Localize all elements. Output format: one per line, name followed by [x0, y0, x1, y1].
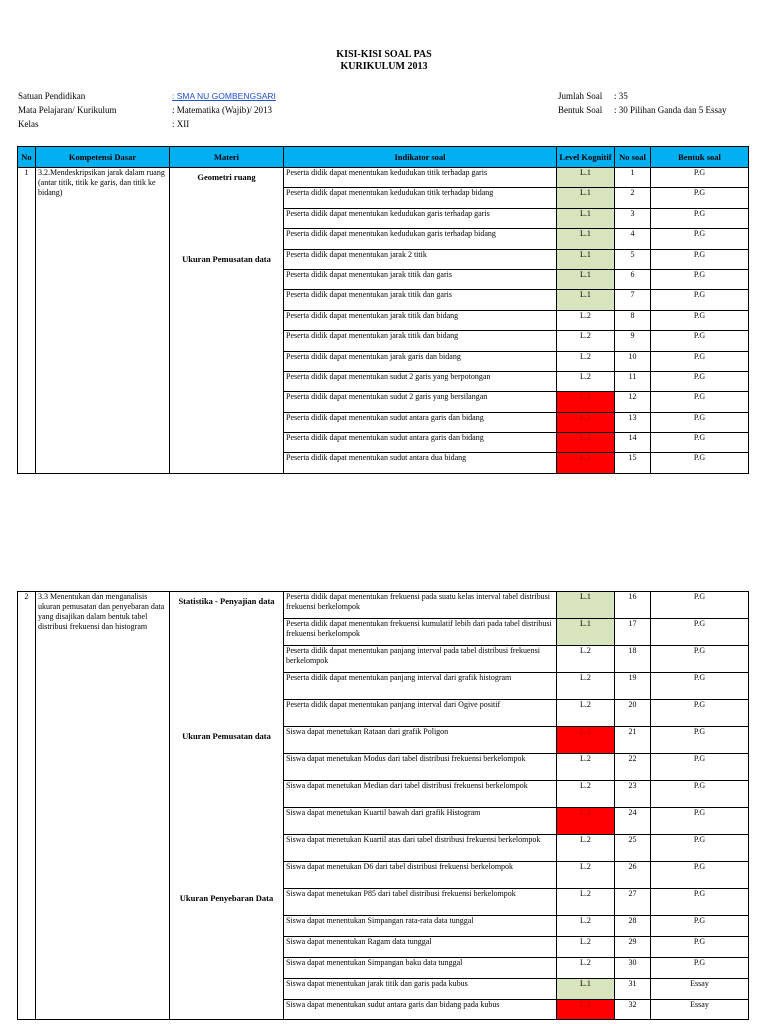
indikator-cell: Peserta didik dapat menentukan jarak titik dan garis [284, 290, 557, 310]
indikator-cell: Peserta didik dapat menentukan panjang interval pada tabel distribusi frekuensi berkelompok [284, 646, 557, 673]
mapel-label: Mata Pelajaran/ Kurikulum [18, 105, 117, 115]
indikator-cell: Siswa dapat menetukan Median dari tabel distribusi frekuensi berkelompok [284, 781, 557, 808]
materi-cell [170, 592, 284, 1020]
no-soal-cell: 24 [615, 808, 651, 835]
level-cell: L.1 [557, 619, 615, 646]
level-cell: L.2 [557, 835, 615, 862]
level-cell: L.2 [557, 958, 615, 979]
level-cell: L.2 [557, 862, 615, 889]
no-soal-cell: 30 [615, 958, 651, 979]
indikator-cell: Siswa dapat menetukan Kuartil atas dari tabel distribusi frekuensi berkelompok [284, 835, 557, 862]
bentuk-cell: P.G [651, 290, 749, 310]
level-cell: L.2 [557, 371, 615, 391]
no-soal-cell: 8 [615, 310, 651, 330]
indikator-cell: Peserta didik dapat menentukan sudut 2 garis yang bersilangan [284, 392, 557, 412]
bentuk-cell: P.G [651, 958, 749, 979]
materi-label: Ukuran Pemusatan data [182, 731, 271, 741]
level-cell: L.3 [557, 1000, 615, 1020]
level-cell: L.1 [557, 290, 615, 310]
col-indikator: Indikator soal [284, 147, 557, 168]
indikator-cell: Peserta didik dapat menentukan sudut antara garis dan bidang [284, 433, 557, 453]
indikator-cell: Peserta didik dapat menentukan jarak titik dan garis [284, 269, 557, 289]
indikator-cell: Peserta didik dapat menentukan kedudukan titik terhadap garis [284, 168, 557, 188]
materi-label: Statistika - Penyajian data [178, 596, 275, 606]
level-cell: L.1 [557, 168, 615, 188]
document-title: KISI-KISI SOAL PAS [336, 49, 432, 60]
info-mapel [18, 105, 272, 115]
info-satuan [18, 91, 276, 101]
no-soal-cell: 5 [615, 249, 651, 269]
no-soal-cell: 31 [615, 979, 651, 1000]
bentuk-cell: P.G [651, 392, 749, 412]
bentuk-cell: Essay [651, 979, 749, 1000]
level-cell: L.1 [557, 592, 615, 619]
indikator-cell: Siswa dapat menetukan Rataan dari grafik Poligon [284, 727, 557, 754]
info-kelas [18, 119, 189, 129]
no-soal-cell: 28 [615, 916, 651, 937]
mapel-value: : Matematika (Wajib)/ 2013 [172, 105, 272, 115]
level-cell: L.3 [557, 412, 615, 432]
no-soal-cell: 21 [615, 727, 651, 754]
kompetensi-dasar: 3.3 Menentukan dan menganalisis ukuran pemusatan dan penyebaran data yang disajikan dalam bentuk tabel distribusi frekuensi dan histogram [36, 592, 170, 1020]
level-cell: L.2 [557, 700, 615, 727]
no-soal-cell: 13 [615, 412, 651, 432]
no-soal-cell: 11 [615, 371, 651, 391]
no-soal-cell: 32 [615, 1000, 651, 1020]
kompetensi-dasar: 3.2.Mendeskripsikan jarak dalam ruang (antar titik, titik ke garis, dan titik ke bidang) [36, 168, 170, 474]
bentuk-cell: P.G [651, 188, 749, 208]
no-soal-cell: 27 [615, 889, 651, 916]
bentuk-cell: P.G [651, 754, 749, 781]
no-soal-cell: 12 [615, 392, 651, 412]
info-bentuk [558, 105, 726, 115]
no-soal-cell: 20 [615, 700, 651, 727]
document-subtitle: KURIKULUM 2013 [340, 61, 428, 72]
bentuk-cell: P.G [651, 781, 749, 808]
level-cell: L.3 [557, 392, 615, 412]
bentuk-cell: P.G [651, 835, 749, 862]
bentuk-cell: Essay [651, 1000, 749, 1020]
jumlah-label: Jumlah Soal [558, 91, 603, 101]
no-soal-cell: 17 [615, 619, 651, 646]
bentuk-cell: P.G [651, 371, 749, 391]
indikator-cell: Siswa dapat menentukan sudut antara garis dan bidang pada kubus [284, 1000, 557, 1020]
bentuk-cell: P.G [651, 351, 749, 371]
col-no-soal: No soal [615, 147, 651, 168]
col-bentuk: Bentuk soal [651, 147, 749, 168]
level-cell: L.2 [557, 889, 615, 916]
no-soal-cell: 15 [615, 453, 651, 473]
indikator-cell: Peserta didik dapat menentukan kedudukan garis terhadap bidang [284, 229, 557, 249]
indikator-cell: Peserta didik dapat menentukan jarak garis dan bidang [284, 351, 557, 371]
level-cell: L.1 [557, 188, 615, 208]
bentuk-cell: P.G [651, 331, 749, 351]
level-cell: L.2 [557, 937, 615, 958]
bentuk-cell: P.G [651, 453, 749, 473]
no-soal-cell: 19 [615, 673, 651, 700]
materi-label: Ukuran Pemusatan data [182, 253, 271, 264]
indikator-cell: Peserta didik dapat menentukan panjang interval dari grafik histogram [284, 673, 557, 700]
level-cell: L.1 [557, 229, 615, 249]
table-header-row [18, 147, 749, 168]
level-cell: L.2 [557, 310, 615, 330]
indikator-cell: Siswa dapat menetukan D6 dari tabel distribusi frekuensi berkelompok [284, 862, 557, 889]
level-cell: L.3 [557, 727, 615, 754]
no-soal-cell: 10 [615, 351, 651, 371]
satuan-label: Satuan Pendidikan [18, 91, 86, 101]
indikator-cell: Peserta didik dapat menentukan frekuensi pada suatu kelas interval tabel distribusi frekuensi berkelompok [284, 592, 557, 619]
kisi-table-2 [17, 591, 749, 1020]
kelas-label: Kelas [18, 119, 39, 129]
bentuk-cell: P.G [651, 862, 749, 889]
indikator-cell: Siswa dapat menentukan jarak titik dan garis pada kubus [284, 979, 557, 1000]
materi-cell [170, 168, 284, 474]
kelas-value: : XII [172, 119, 190, 129]
bentuk-cell: P.G [651, 727, 749, 754]
bentuk-cell: P.G [651, 433, 749, 453]
indikator-cell: Siswa dapat menetukan Kuartil bawah dari grafik Histogram [284, 808, 557, 835]
bentuk-cell: P.G [651, 937, 749, 958]
bentuk-label: Bentuk Soal [558, 105, 603, 115]
col-kompetensi: Kompetensi Dasar [36, 147, 170, 168]
level-cell: L.1 [557, 979, 615, 1000]
indikator-cell: Peserta didik dapat menentukan sudut antara dua bidang [284, 453, 557, 473]
materi-label: Ukuran Penyebaran Data [179, 893, 274, 903]
indikator-cell: Peserta didik dapat menentukan sudut antara garis dan bidang [284, 412, 557, 432]
bentuk-cell: P.G [651, 916, 749, 937]
level-cell: L.1 [557, 269, 615, 289]
level-cell: L.1 [557, 208, 615, 228]
indikator-cell: Siswa dapat menentukan Ragam data tunggal [284, 937, 557, 958]
no-soal-cell: 23 [615, 781, 651, 808]
no-soal-cell: 7 [615, 290, 651, 310]
level-cell: L.3 [557, 453, 615, 473]
no-soal-cell: 26 [615, 862, 651, 889]
level-cell: L.2 [557, 916, 615, 937]
no-soal-cell: 3 [615, 208, 651, 228]
bentuk-cell: P.G [651, 310, 749, 330]
no-soal-cell: 29 [615, 937, 651, 958]
level-cell: L.2 [557, 646, 615, 673]
bentuk-cell: P.G [651, 208, 749, 228]
indikator-cell: Peserta didik dapat menentukan kedudukan titik terhadap bidang [284, 188, 557, 208]
school-link[interactable]: : SMA NU GOMBENGSARI [172, 91, 276, 101]
bentuk-cell: P.G [651, 412, 749, 432]
indikator-cell: Peserta didik dapat menentukan jarak 2 titik [284, 249, 557, 269]
table-row [18, 168, 749, 188]
col-materi: Materi [170, 147, 284, 168]
info-jumlah [558, 91, 628, 101]
bentuk-cell: P.G [651, 249, 749, 269]
bentuk-cell: P.G [651, 592, 749, 619]
no-soal-cell: 22 [615, 754, 651, 781]
indikator-cell: Siswa dapat menentukan Simpangan baku data tunggal [284, 958, 557, 979]
bentuk-cell: P.G [651, 700, 749, 727]
bentuk-cell: P.G [651, 269, 749, 289]
no-soal-cell: 14 [615, 433, 651, 453]
level-cell: L.2 [557, 331, 615, 351]
no-soal-cell: 9 [615, 331, 651, 351]
col-level: Level Kognitif [557, 147, 615, 168]
no-soal-cell: 16 [615, 592, 651, 619]
bentuk-cell: P.G [651, 889, 749, 916]
no-soal-cell: 1 [615, 168, 651, 188]
indikator-cell: Siswa dapat menetukan Modus dari tabel distribusi frekuensi berkelompok [284, 754, 557, 781]
bentuk-cell: P.G [651, 673, 749, 700]
indikator-cell: Peserta didik dapat menentukan jarak titik dan bidang [284, 310, 557, 330]
no-soal-cell: 25 [615, 835, 651, 862]
level-cell: L.2 [557, 781, 615, 808]
no-soal-cell: 6 [615, 269, 651, 289]
bentuk-cell: P.G [651, 229, 749, 249]
materi-label: Geometri ruang [197, 172, 256, 182]
bentuk-cell: P.G [651, 168, 749, 188]
level-cell: L.2 [557, 673, 615, 700]
indikator-cell: Siswa dapat menetukan P85 dari tabel distribusi frekuensi berkelompok [284, 889, 557, 916]
indikator-cell: Peserta didik dapat menentukan kedudukan garis terhadap garis [284, 208, 557, 228]
level-cell: L.2 [557, 351, 615, 371]
no-soal-cell: 4 [615, 229, 651, 249]
indikator-cell: Peserta didik dapat menentukan sudut 2 garis yang berpotongan [284, 371, 557, 391]
level-cell: L.1 [557, 249, 615, 269]
level-cell: L.2 [557, 754, 615, 781]
level-cell: L.3 [557, 433, 615, 453]
table-row [18, 592, 749, 619]
indikator-cell: Peserta didik dapat menentukan panjang interval dari Ogive positif [284, 700, 557, 727]
col-no: No [18, 147, 36, 168]
level-cell: L.3 [557, 808, 615, 835]
no-soal-cell: 18 [615, 646, 651, 673]
no-soal-cell: 2 [615, 188, 651, 208]
bentuk-cell: P.G [651, 619, 749, 646]
kd-number: 2 [18, 592, 36, 1020]
indikator-cell: Siswa dapat menentukan Simpangan rata-rata data tunggal [284, 916, 557, 937]
indikator-cell: Peserta didik dapat menentukan frekuensi kumulatif lebih dari pada tabel distribusi frekuensi berkelompok [284, 619, 557, 646]
jumlah-value: : 35 [614, 91, 628, 101]
kd-number: 1 [18, 168, 36, 474]
indikator-cell: Peserta didik dapat menentukan jarak titik dan bidang [284, 331, 557, 351]
bentuk-value: : 30 Pilihan Ganda dan 5 Essay [614, 105, 727, 115]
kisi-table-1 [17, 146, 749, 474]
bentuk-cell: P.G [651, 646, 749, 673]
bentuk-cell: P.G [651, 808, 749, 835]
